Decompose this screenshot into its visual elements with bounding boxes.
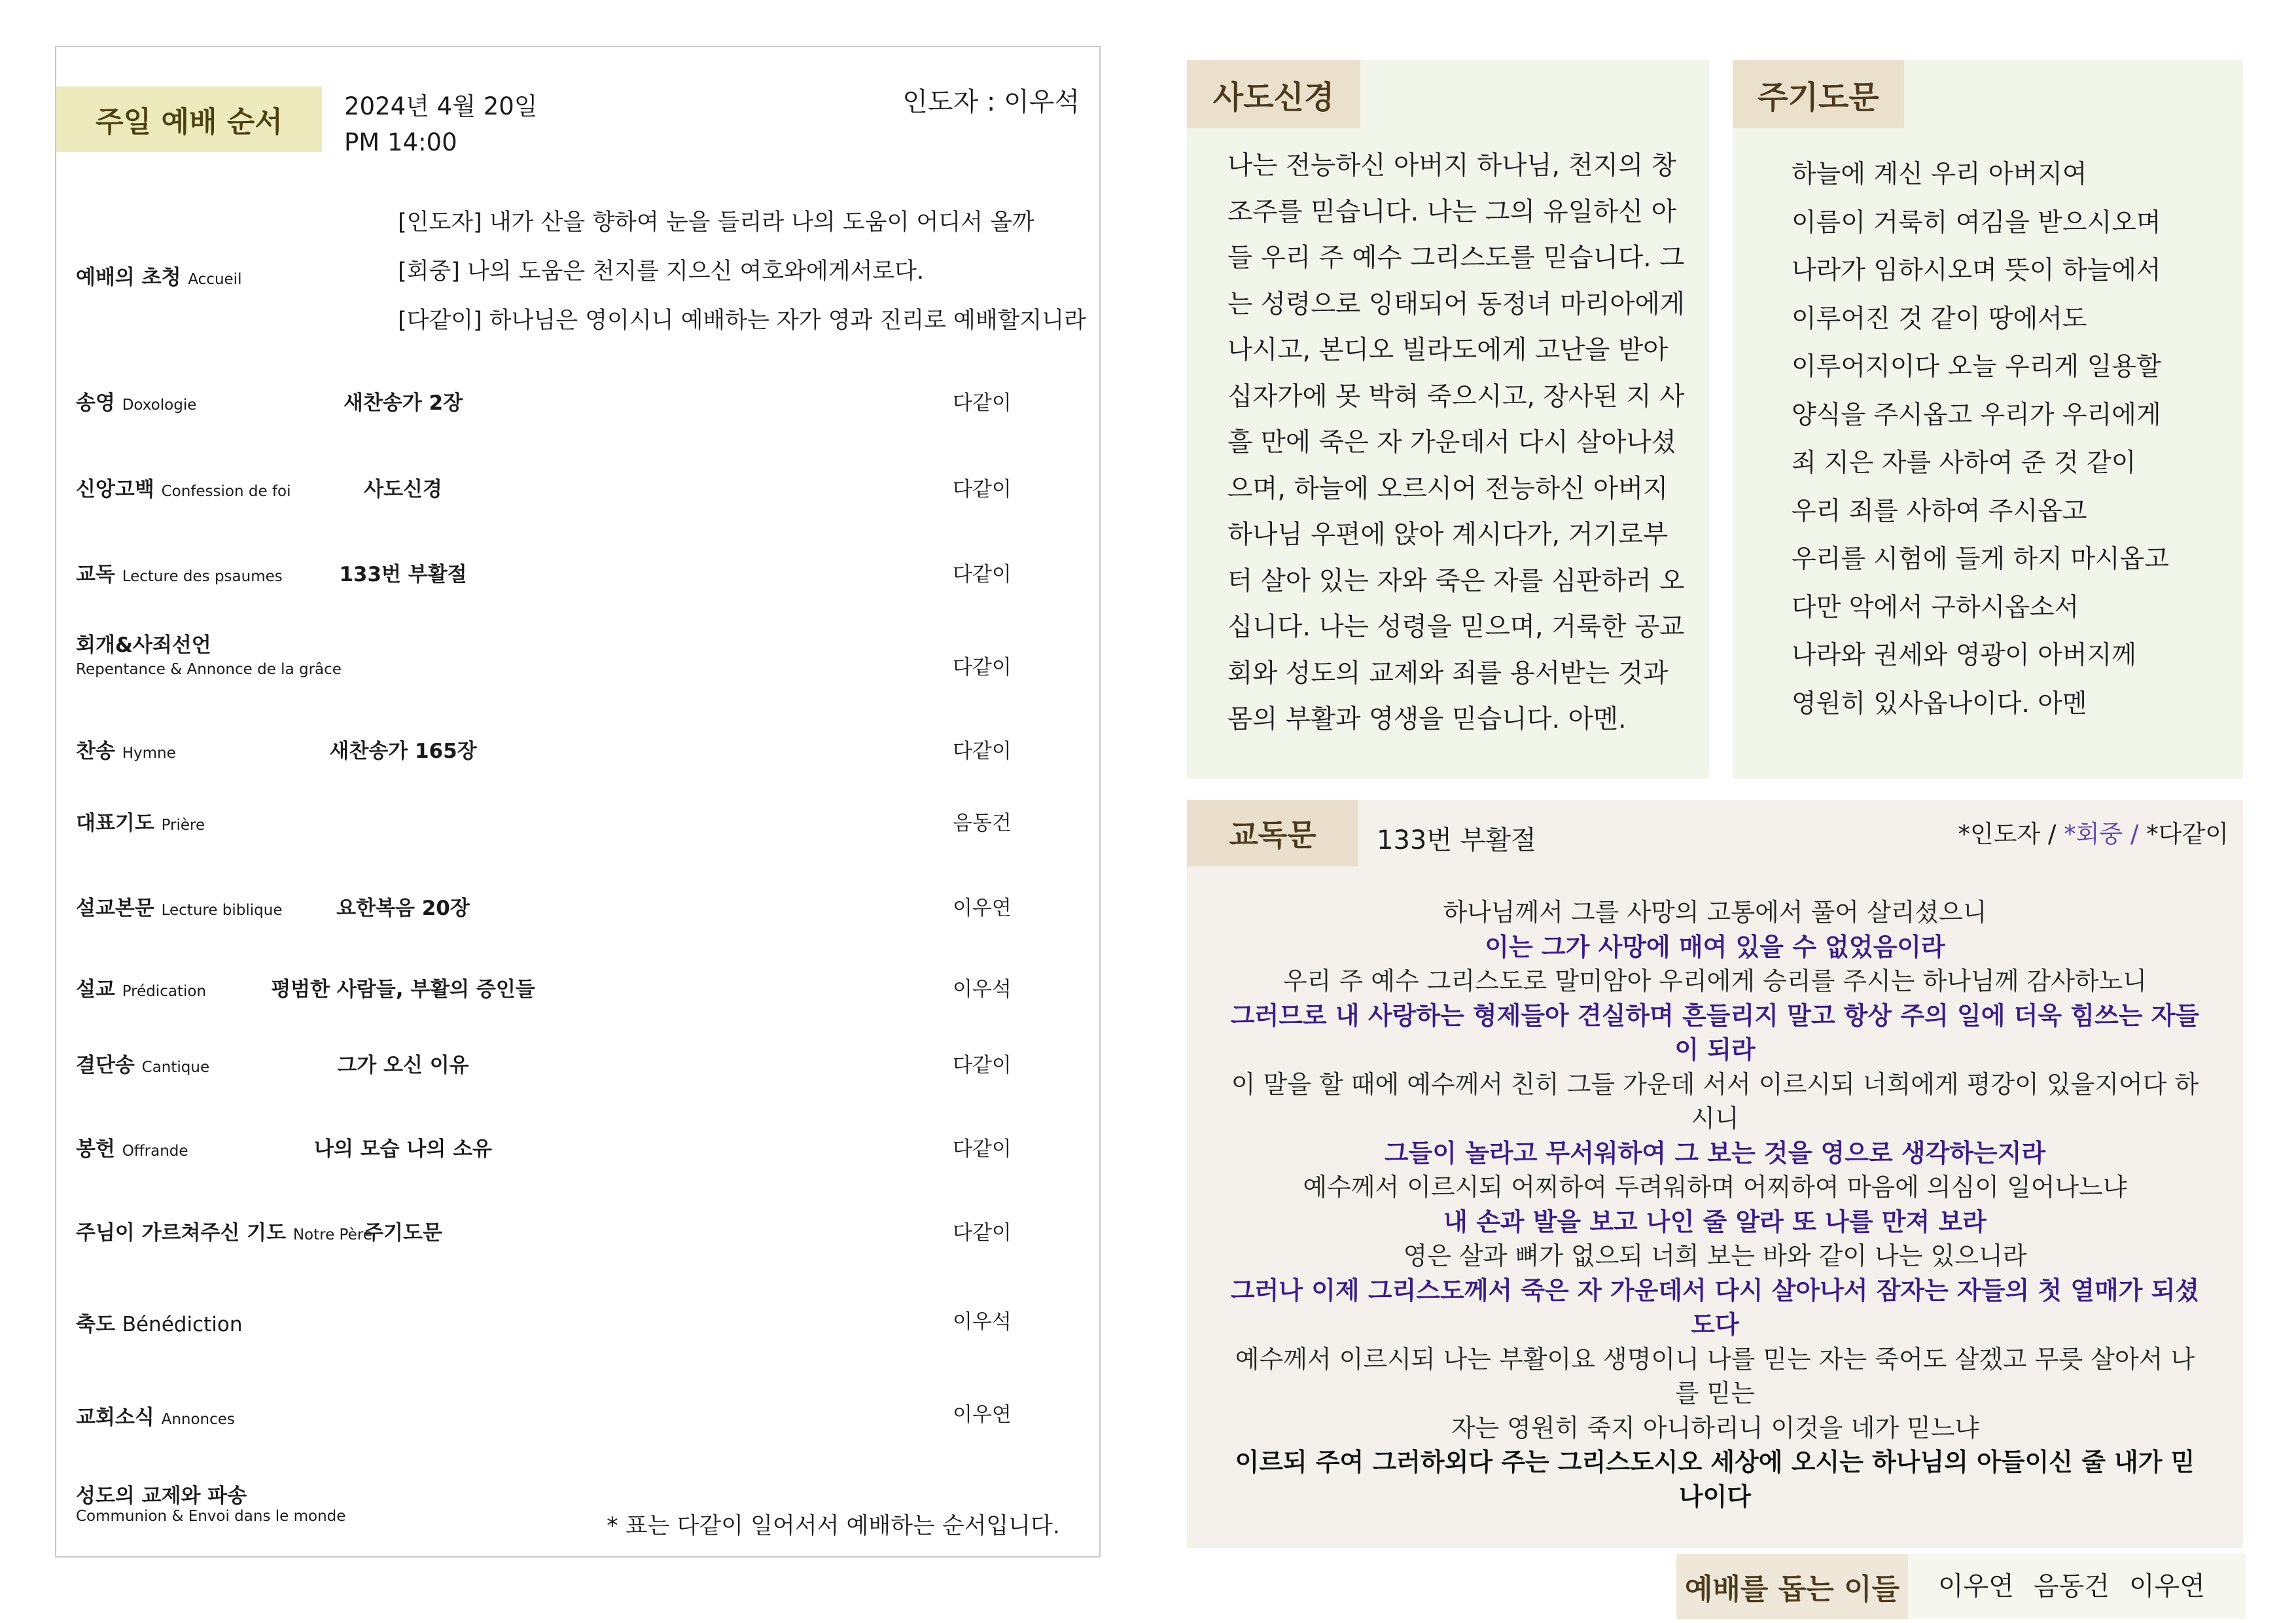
order-item-hymn: 새찬송가 165장 — [329, 740, 477, 763]
reading-number: 133번 부활절 — [1377, 825, 1536, 855]
reading-line-leader: 자는 영원히 죽지 아니하리니 이것을 네가 믿느냐 — [1451, 1413, 1979, 1442]
helper-name: 이우연 — [1938, 1571, 2014, 1601]
prayer-line: 죄 지은 자를 사하여 준 것 같이 — [1792, 448, 2136, 478]
service-date: 2024년 4월 20일 — [344, 92, 538, 120]
reading-lines — [1226, 895, 2204, 1514]
service-leader: 인도자 : 이우석 — [902, 87, 1080, 117]
helper-name: 이우연 — [2129, 1571, 2205, 1601]
order-of-worship-panel: 주일 예배 순서 2024년 4월 20일 PM 14:00 인도자 : 이우석 예배의 초청 Accueil [인도자] 내가 산을 향하여 눈을 들리라 나의 도움이 어디서 올까 [회중] 나의 도움은 천지를 지으신 여호와에게서로다. [다같이] 하나님은 영이시니 예배하는 자가 영과 진리로 예배할지니라 송영 Doxologie 새찬송가 2장 다같이 신앙고백 Confession de foi 사도신경 다같이 교독 Lecture des psaumes 133번 부활절 다같이 회개&사죄선언 Repentance & Annonce de la grâce 다같이 찬송 Hymne 새찬송가 165장 다같이 대표기도 Prière 음동건 설교본문 Lecture biblique 요한복음 20장 이우연 설교 Prédication 평범한 사람들, 부활의 증인들 이우석 결단송 Cantique 그가 오신 이유 다같이 봉헌 Offrande 나의 모습 나의 소유 다같이 주님이 가르쳐주신 기도 Notre Père 주기도문 다같이 축도 Bénédiction 이우석 교회소식 Annonces 이우연 성도의 교제와 파송 Communion & Envoi dans le monde * 표는 다같이 일어서서 예배하는 순서입니다. — [55, 46, 1101, 1558]
prayer-line: 다만 악에서 구하시옵소서 — [1792, 592, 2079, 622]
helpers-title: 예배를 돕는 이들 — [1676, 1554, 1908, 1619]
reading-line-leader: 예수께서 이르시되 어찌하여 두려워하며 어찌하여 마음에 의심이 일어나느냐 — [1303, 1173, 2127, 1202]
helpers-names — [1908, 1554, 2246, 1619]
reading-title: 교독문 — [1187, 800, 1358, 866]
order-item-who: 이우석 — [953, 978, 1012, 1001]
reading-legend: *인도자 / *회중 / *다같이 — [1958, 820, 2229, 848]
prayer-line: 나라와 권세와 영광이 아버지께 — [1792, 641, 2136, 670]
order-item-hymn: 그가 오신 이유 — [337, 1054, 469, 1077]
order-item-hymn: 새찬송가 2장 — [343, 391, 463, 415]
call-line: [다같이] 하나님은 영이시니 예배하는 자가 영과 진리로 예배할지니라 — [398, 308, 1086, 334]
prayer-line: 양식을 주시옵고 우리가 우리에게 — [1792, 400, 2161, 430]
order-item-who: 다같이 — [953, 1221, 1012, 1245]
order-item-subtitle: Communion & Envoi dans le monde — [76, 1508, 346, 1525]
helper-name: 음동건 — [2034, 1571, 2110, 1601]
order-item-name: 예배의 초청 Accueil — [76, 266, 242, 289]
order-item-subtitle: Repentance & Annonce de la grâce — [76, 661, 342, 678]
service-time: PM 14:00 — [344, 128, 457, 156]
reading-line-leader: 하나님께서 그를 사망의 고통에서 풀어 살리셨으니 — [1443, 898, 1987, 927]
reading-line-leader: 영은 살과 뼈가 없으되 너희 보는 바와 같이 나는 있으니라 — [1403, 1241, 2027, 1270]
reading-line-leader: 우리 주 예수 그리스도로 말미암아 우리에게 승리를 주시는 하나님께 감사하노니 — [1282, 967, 2147, 995]
reading-line-congregation: 그들이 놀라고 무서워하여 그 보는 것을 영으로 생각하는지라 — [1384, 1138, 2046, 1168]
call-line: [인도자] 내가 산을 향하여 눈을 들리라 나의 도움이 어디서 올까 — [398, 209, 1034, 236]
reading-line-congregation: 이는 그가 사망에 매여 있을 수 없었음이라 — [1485, 932, 1945, 961]
reading-line-leader: 예수께서 이르시되 나는 부활이요 생명이니 나를 믿는 자는 죽어도 살겠고 무릇 살아서 나를 믿는 — [1235, 1344, 2195, 1408]
order-item-hymn: 133번 부활절 — [339, 563, 467, 586]
reading-line-all: 이르되 주여 그러하외다 주는 그리스도시오 세상에 오시는 하나님의 아들이신 줄 내가 믿나이다 — [1235, 1448, 2195, 1511]
order-item-who: 다같이 — [953, 1137, 1012, 1161]
creed-title: 사도신경 — [1187, 60, 1360, 128]
prayer-line: 나라가 임하시오며 뜻이 하늘에서 — [1792, 256, 2161, 285]
reading-line-congregation: 내 손과 발을 보고 나인 줄 알라 또 나를 만져 보라 — [1443, 1207, 1987, 1236]
prayer-line: 이루어진 것 같이 땅에서도 — [1792, 304, 2087, 334]
prayer-line: 우리를 시험에 들게 하지 마시옵고 — [1792, 544, 2170, 574]
prayer-title: 주기도문 — [1733, 60, 1904, 128]
order-footnote: * 표는 다같이 일어서서 예배하는 순서입니다. — [607, 1513, 1060, 1539]
order-item-who: 음동건 — [953, 812, 1012, 835]
order-item-who: 다같이 — [953, 1054, 1012, 1077]
prayer-line: 영원히 있사옵나이다. 아멘 — [1792, 688, 2087, 719]
order-item-who: 이우연 — [953, 897, 1012, 920]
order-item-who: 다같이 — [953, 478, 1012, 501]
order-item-hymn: 주기도문 — [364, 1221, 442, 1245]
apostles-creed-card — [1187, 60, 1709, 779]
lords-prayer-card — [1733, 60, 2243, 779]
prayer-line: 우리 죄를 사하여 주시옵고 — [1792, 496, 2087, 526]
call-to-worship-lines — [398, 204, 1086, 351]
responsive-reading-card — [1187, 800, 2243, 1548]
prayer-lines — [1792, 151, 2169, 728]
order-item-hymn: 요한복음 20장 — [336, 897, 470, 920]
order-item-who: 다같이 — [953, 656, 1012, 679]
order-item-hymn: 평범한 사람들, 부활의 증인들 — [271, 978, 535, 1001]
order-item-who: 이우연 — [953, 1403, 1012, 1427]
order-item-hymn: 나의 모습 나의 소유 — [314, 1137, 492, 1161]
reading-line-leader: 이 말을 할 때에 예수께서 친히 그들 가운데 서서 이르시되 너희에게 평강이 있을지어다 하시니 — [1231, 1069, 2199, 1133]
order-item-who: 다같이 — [953, 563, 1012, 586]
order-title: 주일 예배 순서 — [56, 86, 322, 152]
reading-line-congregation: 그러나 이제 그리스도께서 죽은 자 가운데서 다시 살아나서 잠자는 자들의 첫 열매가 되셨도다 — [1230, 1275, 2200, 1339]
order-item-who: 다같이 — [953, 391, 1012, 415]
order-item-who: 다같이 — [953, 740, 1012, 763]
call-line: [회중] 나의 도움은 천지를 지으신 여호와에게서로다. — [398, 259, 925, 285]
creed-text: 나는 전능하신 아버지 하나님, 천지의 창조주를 믿습니다. 나는 그의 유일하신 아들 우리 주 예수 그리스도를 믿습니다. 그는 성령으로 잉태되어 동정녀 마리아에게 나시고, 본디오 빌라도에게 고난을 받아 십자가에 못 박혀 죽으시고, 장사된 지 사흘 만에 죽은 자 가운데서 다시 살아나셨으며, 하늘에 오르시어 전능하신 아버지 하나님 우편에 앉아 계시다가, 거기로부터 살아 있는 자와 죽은 자를 심판하러 오십니다. 나는 성령을 믿으며, 거룩한 공교회와 성도의 교제와 죄를 용서받는 것과 몸의 부활과 영생을 믿습니다. 아멘. — [1227, 151, 1685, 734]
prayer-line: 이름이 거룩히 여김을 받으시오며 — [1792, 207, 2161, 238]
prayer-line: 이루어지이다 오늘 우리게 일용할 — [1792, 352, 2161, 382]
reading-line-congregation: 그러므로 내 사랑하는 형제들아 견실하며 흔들리지 말고 항상 주의 일에 더욱 힘쓰는 자들이 되라 — [1230, 1001, 2200, 1064]
prayer-line: 하늘에 계신 우리 아버지여 — [1792, 160, 2087, 189]
order-item-who: 이우석 — [953, 1310, 1012, 1334]
order-item-hymn: 사도신경 — [364, 478, 442, 501]
